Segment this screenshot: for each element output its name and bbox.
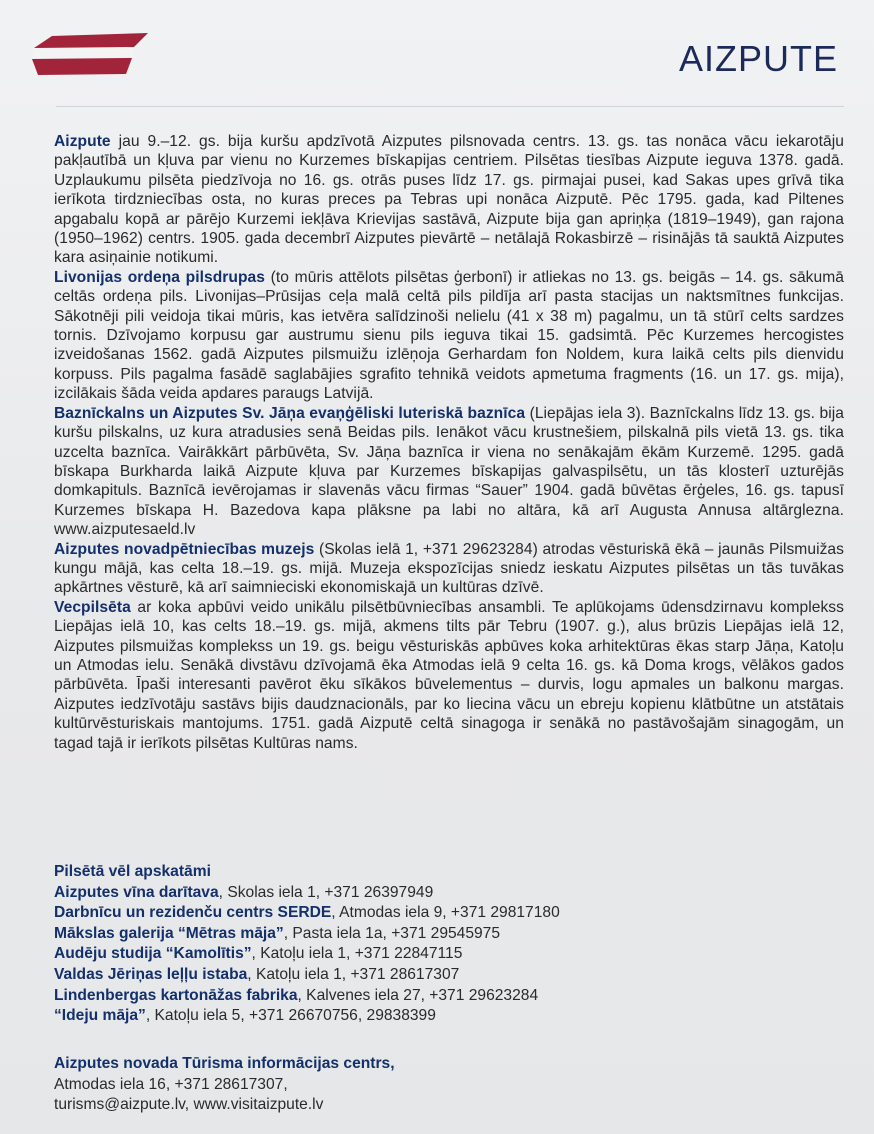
- paragraph-text: jau 9.–12. gs. bija kuršu apdzīvotā Aizputes pilsnovada centrs. 13. gs. tas nonāca vācu iekarotāju pakļautībā un kļuva par vienu no Kurzemes bīskapijas centriem. Pilsētas tiesības Aizpute ieguva 1378. gadā. Uzplaukumu pilsēta piedzīvoja no 16. gs. otrās puses līdz 17. gs. pirmajai pusei, kad Sakas upes grīvā tika ierīkota tirdzniecības osta, no kuras preces pa Tebras upi nonāca Aizputē. Pēc 1795. gada, kad Piltenes apgabalu kopā ar pārējo Kurzemi iekļāva Krievijas sastāvā, Aizpute bija gan apriņķa (1819–1949), gan rajona (1950–1962) centrs. 1905. gada decembrī Aizputes pievārtē – netālajā Rokasbirzē – risinājās tā sauktā Aizputes kara asiņainie notikumi.: [54, 133, 844, 267]
- paragraph-old-town: [54, 598, 844, 753]
- paragraph-text: (Skolas ielā 1, +371 29623284) atrodas vēsturiskā ēkā – jaunās Pilsmuižas kungu mājā, kas celta 18.–19. gs. mijā. Muzeja ekspozīcijas sniedz ieskatu Aizputes pilsētas un tās tuvākas apkārtnes vēsturē, kā arī saimnieciski ekonomiskajā un kultūras dzīvē.: [54, 540, 844, 597]
- list-item: [54, 986, 834, 1007]
- paragraph-museum: [54, 540, 844, 598]
- paragraph-text: ar koka apbūvi veido unikālu pilsētbūvniecības ansambli. Te aplūkojams ūdensdzirnavu komplekss Liepājas ielā 10, kas celts 18.–19. gs. mijā, akmens tilts pār Tebru (1907. g.), alus brūzis Liepājas ielā 12, Aizputes pilsmuižas komplekss un 19. gs. beigu vēsturiskās apbūves koka arhitektūras ēkas starp Jāņa, Katoļu un Atmodas ielu. Senākā divstāvu dzīvojamā ēka Atmodas ielā 9 celta 16. gs. kā Doma krogs, vēlākos gados pārbūvēta. Īpaši interesanti pavērot ēku sīkākos būvelementus – durvis, logu apmales un balkonu margas. Aizputes iedzīvotāju sastāvs bijis daudznacionāls, par ko liecina vācu un ebreju kopienu klātbūtne un atstātais kultūrvēsturiskais mantojums. 1751. gadā Aizputē celtā sinagoga ir senākā no pastāvošajām sinagogām, un tagad tajā ir ierīkots pilsētas Kultūras nams.: [54, 598, 844, 752]
- paragraph-lead: Aizpute: [54, 133, 111, 150]
- tourism-office: [54, 1054, 834, 1116]
- paragraph-lead: Aizputes novadpētniecības muzejs: [54, 540, 315, 558]
- paragraph-text: (to mūris attēlots pilsētas ģerbonī) ir atliekas no 13. gs. beigās – 14. gs. sākumā celtās ordeņa pils. Livonijas–Prūsijas ceļa malā celtā pils pildīja arī pasta stacijas un naktsmītnes funkcijas. Sākotnēji pili veidoja tikai mūris, kas ietvēra salīdzinoši nelielu (41 x 38 m) pagalmu, un tā stūrī celts sardzes tornis. Dzīvojamo korpusu gar austrumu sienu pils ieguva tikai 15. gadsimtā. Pēc Kurzemes hercogistes izveidošanas 1562. gadā Aizputes pilsmuižu izlēņoja Gerhardam fon Noldem, kura laikā celts pils dienvidu korpuss. Pils pagalma fasādē saglabājies sgrafito tehnikā veidots apmetuma fragments (16. un 17. gs. mija), izcilākais šāda veida apdares paraugs Latvijā.: [54, 268, 844, 403]
- office-name: Aizputes novada Tūrisma informācijas centrs,: [54, 1055, 395, 1072]
- article-body: [54, 132, 844, 753]
- paragraph-castle-ruins: [54, 268, 844, 404]
- paragraph-lead: Livonijas ordeņa pilsdrupas: [54, 268, 266, 286]
- sight-name: Audēju studija “Kamolītis”: [54, 945, 252, 963]
- sights-list: [54, 862, 834, 1027]
- sight-details: , Skolas iela 1, +371 26397949: [218, 883, 434, 901]
- sight-details: , Pasta iela 1a, +371 29545975: [283, 924, 501, 942]
- office-address: Atmodas iela 16, +371 28617307,: [54, 1075, 288, 1093]
- office-contacts: turisms@aizpute.lv, www.visitaizpute.lv: [54, 1096, 324, 1114]
- paragraph-lead: Baznīckalns un Aizputes Sv. Jāņa evaņģēliski luteriskā baznīca: [54, 404, 526, 422]
- list-item: [54, 903, 834, 924]
- sights-heading: Pilsētā vēl apskatāmi: [54, 863, 211, 880]
- list-item: [54, 1006, 834, 1027]
- list-item: [54, 944, 834, 965]
- paragraph-text: (Liepājas iela 3). Baznīckalns līdz 13. gs. bija kuršu pilskalns, uz kura atradusies senā Beidas pils. Ienākot vācu krustnešiem, pilskalnā pils vietā 13. gs. tika uzcelta baznīca. Vairākkārt pārbūvēta, Sv. Jāņa baznīca ir viena no senākajām ēkām Kurzemē. 1295. gadā bīskapa Burkharda laikā Aizpute kļuva par Kurzemes bīskapijas galvaspilsētu, un tās klosterī uzturējās domkapituls. Baznīcā ievērojamas ir slavenās vācu firmas “Sauer” 1904. gadā būvētas ērģeles, 16. gs. tapusī Kurzemes bīskapa H. Bazedova kapa plāksne pa labi no altāra, kā arī Augusta Annusa altārglezna. www.aizputesaeld.lv: [54, 404, 844, 539]
- sight-details: , Atmodas iela 9, +371 29817180: [331, 904, 560, 922]
- sight-details: , Katoļu iela 1, +371 28617307: [247, 965, 460, 983]
- list-item: [54, 924, 834, 945]
- paragraph-church: [54, 404, 844, 540]
- sight-name: Aizputes vīna darītava: [54, 883, 219, 901]
- page-title: AIZPUTE: [678, 38, 838, 79]
- latvian-flag-icon: [30, 30, 152, 80]
- sight-details: , Katoļu iela 1, +371 22847115: [251, 945, 463, 963]
- sight-details: , Kalvenes iela 27, +371 29623284: [297, 986, 539, 1004]
- list-item: [54, 965, 834, 986]
- sight-details: , Katoļu iela 5, +371 26670756, 29838399: [145, 1007, 436, 1025]
- header-divider: [56, 106, 844, 107]
- sight-name: “Ideju māja”: [54, 1007, 146, 1025]
- paragraph-lead: Vecpilsēta: [54, 598, 131, 616]
- list-item: [54, 883, 834, 904]
- sight-name: Lindenbergas kartonāžas fabrika: [54, 986, 298, 1004]
- sight-name: Mākslas galerija “Mētras māja”: [54, 924, 284, 942]
- sight-name: Darbnīcu un rezidenču centrs SERDE: [54, 904, 332, 922]
- sight-name: Valdas Jēriņas leļļu istaba: [54, 965, 248, 983]
- paragraph-aizpute: [54, 132, 844, 268]
